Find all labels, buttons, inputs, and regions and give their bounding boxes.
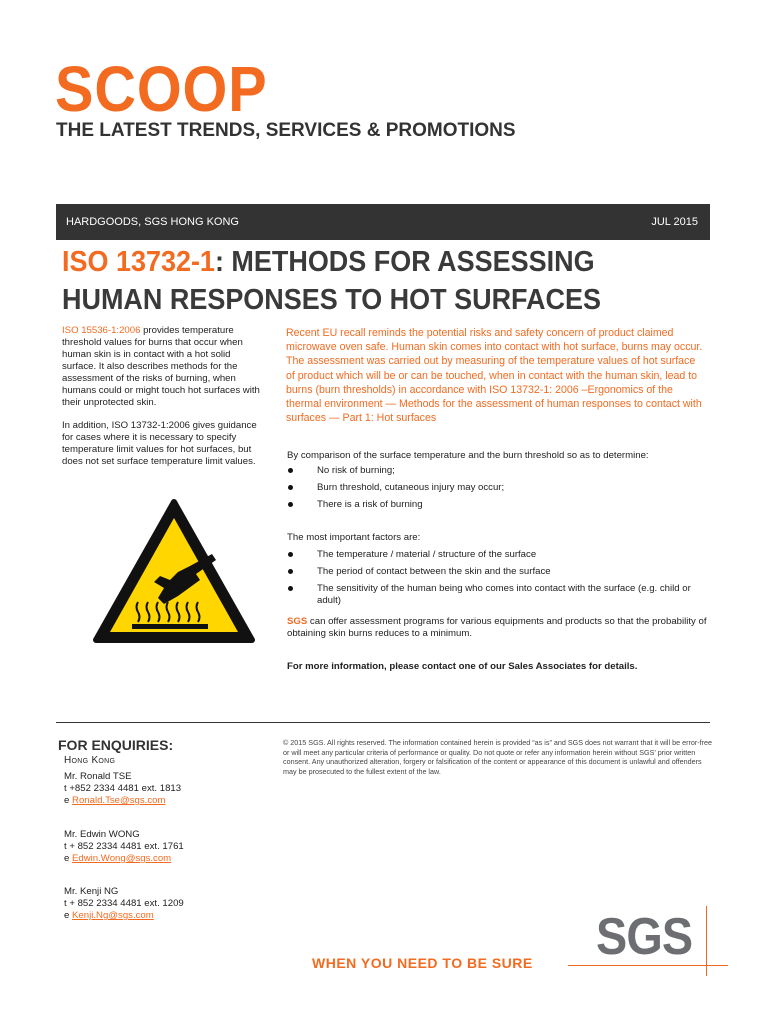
bullet-icon (288, 502, 293, 507)
contact-phone: t + 852 2334 4481 ext. 1761 (64, 841, 184, 852)
determine-list (287, 465, 707, 516)
sgs-offer-text: can offer assessment programs for various equipments and products so that the probability of obtaining skin burns reduces to a minimum. (287, 616, 707, 639)
section-divider (56, 722, 710, 723)
list-item (287, 499, 707, 516)
list-item (287, 566, 707, 583)
factors-lead: The most important factors are: (287, 532, 421, 543)
list-item-text: Burn threshold, cutaneous injury may occur; (317, 482, 505, 493)
sgs-logo: SGS (596, 908, 693, 966)
standard-link-text: ISO 15536-1:2006 (62, 325, 141, 336)
more-info-text: For more information, please contact one of our Sales Associates for details. (287, 661, 638, 672)
email-prefix: e (64, 910, 73, 921)
left-paragraph-2: In addition, ISO 13732-1:2006 gives guidance for cases where it is necessary to specify temperature limit values for hot surfaces, but does not set surface temperature limit values. (62, 420, 257, 467)
bullet-icon (288, 569, 293, 574)
contact-phone: t + 852 2334 4481 ext. 1209 (64, 898, 184, 909)
bullet-icon (288, 468, 293, 473)
title-line1-rest: : METHODS FOR ASSESSING (214, 246, 595, 278)
sgs-offer-paragraph (287, 616, 707, 640)
logo-rule (706, 906, 707, 976)
contact-phone: t +852 2334 4481 ext. 1813 (64, 783, 182, 794)
bullet-icon (288, 586, 293, 591)
list-item (287, 482, 707, 499)
list-item-text: No risk of burning; (317, 465, 395, 476)
contact-email-row (64, 795, 181, 807)
list-item-text: The sensitivity of the human being who comes into contact with the surface (e.g. child or adult) (317, 583, 691, 606)
contact-email-row (64, 910, 184, 922)
contact-card (64, 771, 181, 807)
contact-name: Mr. Edwin WONG (64, 829, 140, 840)
contact-name: Mr. Kenji NG (64, 886, 119, 897)
section-label: HARDGOODS, SGS HONG KONG (66, 216, 239, 228)
tagline: THE LATEST TRENDS, SERVICES & PROMOTIONS (56, 120, 516, 141)
email-prefix: e (64, 795, 73, 806)
issue-date: JUL 2015 (651, 216, 698, 228)
left-paragraph-1-text: provides temperature threshold values for burns that occur when human skin is in contact with a hot solid surface. It also describes methods for the assessment of the risks of burning, when humans could or might touch hot surfaces with their unprotected skin. (62, 325, 260, 408)
enquiries-title: FOR ENQUIRIES: (58, 737, 174, 753)
list-item-text: The period of contact between the skin and the surface (317, 566, 551, 577)
legal-disclaimer: © 2015 SGS. All rights reserved. The information contained herein is provided “as is” and SGS does not warrant that it will be error-free or will meet any particular criteria of performance or quality. Do not quote or refer any information herein without SGS’ prior written consent. Any unauthorized alteration, forgery or falsification of the content or appearance of this document is unlawful and offenders may be prosecuted to the fullest extent of the law. (283, 738, 713, 776)
intro-paragraph: Recent EU recall reminds the potential risks and safety concern of product claimed microwave oven safe. Human skin comes into contact with hot surface, burns may occur. The assessment was carried out by measuring of the temperature values of hot surface of product which will be or can be touched, when in contact with the human skin, lead to burns (burn thresholds) in accordance with ISO 13732-1: 2006 –Ergonomics of the thermal environment — Methods for the assessment of human responses to contact with surfaces — Part 1: Hot surfaces (286, 327, 703, 425)
factors-list (287, 549, 707, 606)
footer-slogan: WHEN YOU NEED TO BE SURE (312, 955, 533, 971)
hot-surface-warning-icon (92, 496, 256, 646)
list-item-text: There is a risk of burning (317, 499, 423, 510)
bullet-icon (288, 552, 293, 557)
title-line2: HUMAN RESPONSES TO HOT SURFACES (62, 284, 601, 316)
list-item (287, 583, 707, 606)
title-standard-code: ISO 13732-1 (62, 246, 215, 278)
bullet-icon (288, 485, 293, 490)
list-item (287, 465, 707, 482)
brand-title: SCOOP (55, 53, 268, 125)
sgs-highlight: SGS (287, 616, 308, 627)
determine-lead: By comparison of the surface temperature and the burn threshold so as to determine: (287, 450, 649, 461)
email-prefix: e (64, 853, 73, 864)
list-item (287, 549, 707, 566)
contact-card (64, 829, 184, 865)
contact-email-row (64, 853, 184, 865)
contact-card (64, 886, 184, 922)
left-paragraph-1 (62, 325, 262, 409)
contact-name: Mr. Ronald TSE (64, 771, 132, 782)
contact-email-link[interactable]: Kenji.Ng@sgs.com (72, 910, 154, 921)
list-item-text: The temperature / material / structure of the surface (317, 549, 537, 560)
contact-email-link[interactable]: Edwin.Wong@sgs.com (72, 853, 172, 864)
enquiries-region: Hong Kong (64, 755, 116, 766)
article-title (62, 243, 667, 319)
contact-email-link[interactable]: Ronald.Tse@sgs.com (72, 795, 166, 806)
